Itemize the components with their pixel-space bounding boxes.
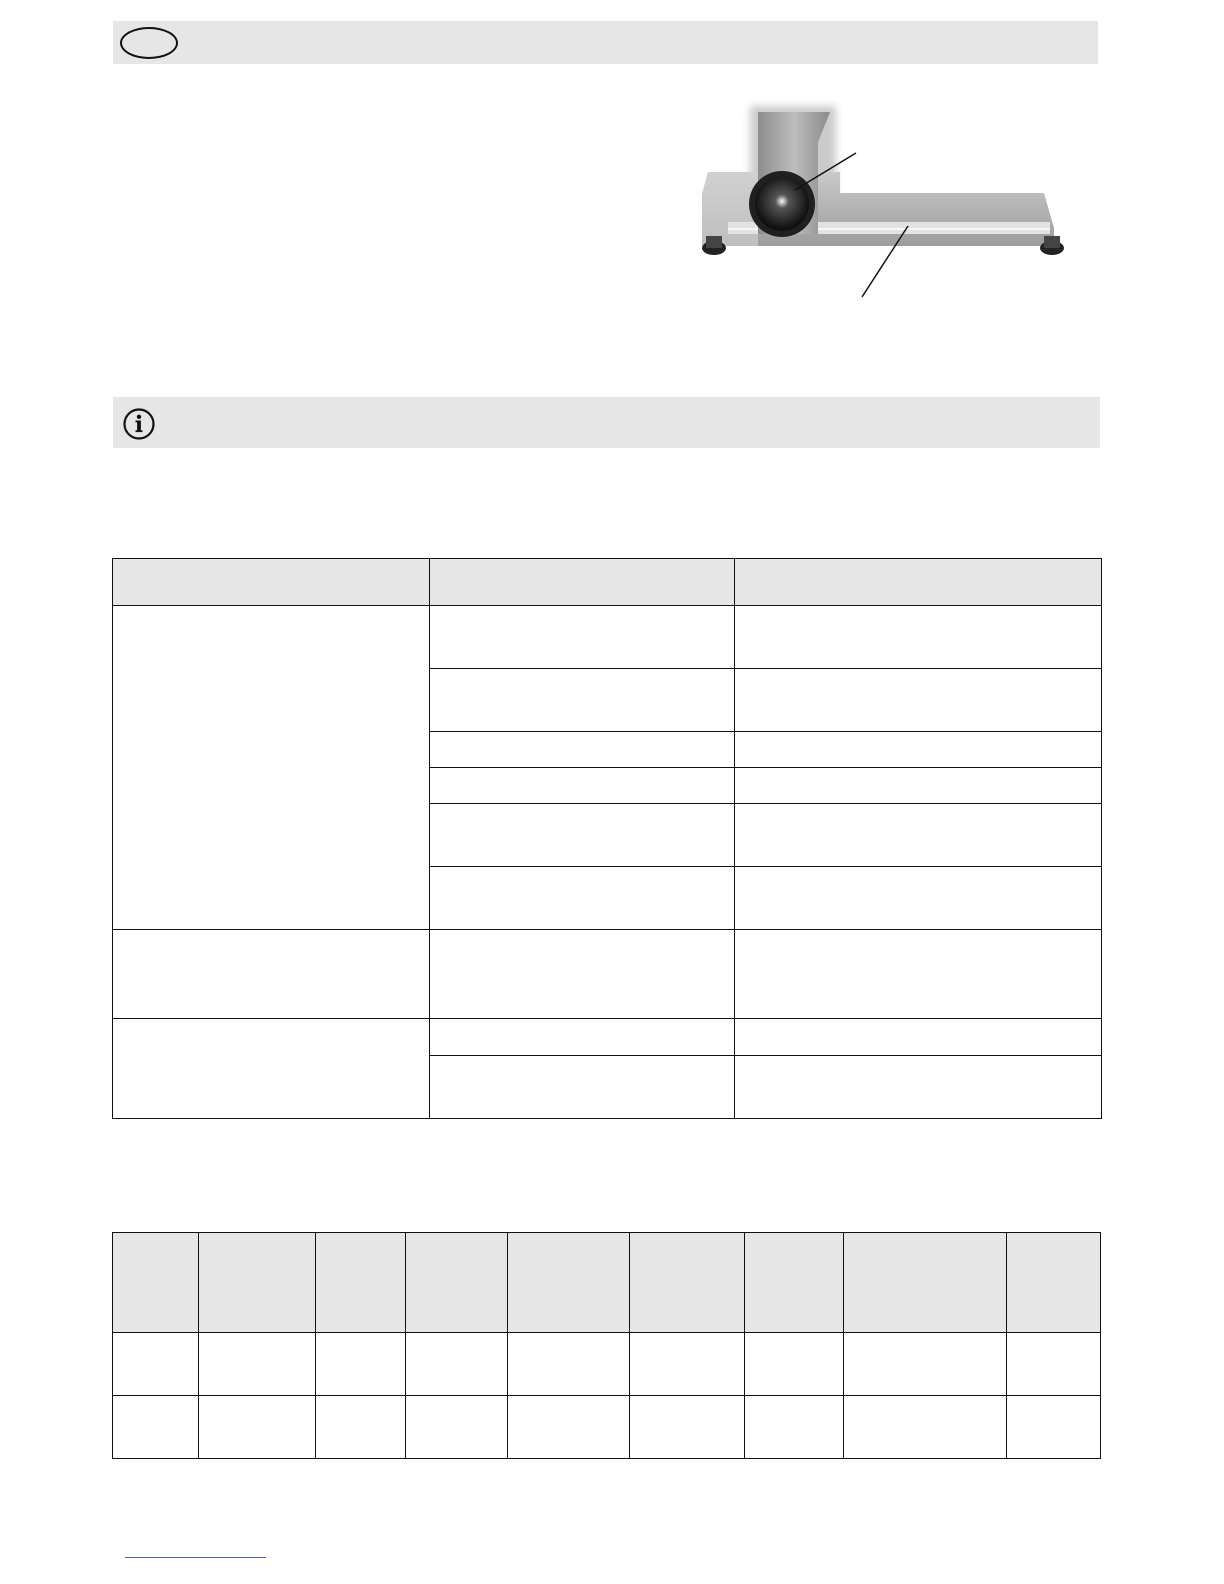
remedy-cell bbox=[735, 930, 1102, 1019]
spec-cell bbox=[199, 1396, 316, 1459]
spec-cell bbox=[844, 1333, 1007, 1396]
problem-cell bbox=[113, 930, 430, 1019]
spec-cell bbox=[113, 1396, 199, 1459]
column-header bbox=[735, 559, 1102, 606]
spec-cell bbox=[745, 1396, 844, 1459]
info-band bbox=[113, 397, 1100, 448]
remedy-cell bbox=[735, 768, 1102, 804]
spec-cell bbox=[630, 1396, 745, 1459]
table-row bbox=[113, 606, 1102, 669]
spec-cell bbox=[406, 1396, 508, 1459]
header-band bbox=[113, 21, 1098, 64]
spec-cell bbox=[406, 1333, 508, 1396]
cause-cell bbox=[430, 867, 735, 930]
spec-column-header bbox=[844, 1233, 1007, 1333]
cause-cell bbox=[430, 930, 735, 1019]
cause-cell bbox=[430, 1019, 735, 1056]
column-header bbox=[430, 559, 735, 606]
remedy-cell bbox=[735, 1056, 1102, 1119]
spec-cell bbox=[508, 1333, 630, 1396]
info-icon bbox=[122, 407, 156, 441]
remedy-cell bbox=[735, 669, 1102, 732]
cause-cell bbox=[430, 1056, 735, 1119]
spec-column-header bbox=[1007, 1233, 1101, 1333]
spec-cell bbox=[316, 1396, 406, 1459]
spec-cell bbox=[508, 1396, 630, 1459]
spec-cell bbox=[630, 1333, 745, 1396]
spec-cell bbox=[1007, 1396, 1101, 1459]
column-header bbox=[113, 559, 430, 606]
problem-cell bbox=[113, 1019, 430, 1119]
spec-column-header bbox=[630, 1233, 745, 1333]
table-header-row bbox=[113, 559, 1102, 606]
spec-cell bbox=[1007, 1333, 1101, 1396]
remedy-cell bbox=[735, 1019, 1102, 1056]
spec-column-header bbox=[113, 1233, 199, 1333]
spec-cell bbox=[199, 1333, 316, 1396]
cause-cell bbox=[430, 606, 735, 669]
spec-column-header bbox=[406, 1233, 508, 1333]
spec-cell bbox=[316, 1333, 406, 1396]
spec-column-header bbox=[199, 1233, 316, 1333]
table-row bbox=[113, 1396, 1101, 1459]
infrared-heater-illustration bbox=[688, 98, 1088, 308]
remedy-cell bbox=[735, 867, 1102, 930]
table-row bbox=[113, 1333, 1101, 1396]
spec-column-header bbox=[745, 1233, 844, 1333]
cause-cell bbox=[430, 669, 735, 732]
cause-cell bbox=[430, 732, 735, 768]
spec-cell bbox=[844, 1396, 1007, 1459]
remedy-cell bbox=[735, 804, 1102, 867]
table-row bbox=[113, 1019, 1102, 1056]
spec-column-header bbox=[508, 1233, 630, 1333]
language-badge bbox=[120, 27, 178, 59]
remedy-cell bbox=[735, 606, 1102, 669]
spec-table bbox=[112, 1232, 1101, 1459]
table-row bbox=[113, 930, 1102, 1019]
spec-header-row bbox=[113, 1233, 1101, 1333]
cause-cell bbox=[430, 768, 735, 804]
remedy-cell bbox=[735, 732, 1102, 768]
cause-cell bbox=[430, 804, 735, 867]
spec-cell bbox=[745, 1333, 844, 1396]
footer-link[interactable] bbox=[125, 1557, 266, 1558]
spec-column-header bbox=[316, 1233, 406, 1333]
troubleshooting-table bbox=[112, 558, 1102, 1119]
problem-cell bbox=[113, 606, 430, 930]
spec-cell bbox=[113, 1333, 199, 1396]
